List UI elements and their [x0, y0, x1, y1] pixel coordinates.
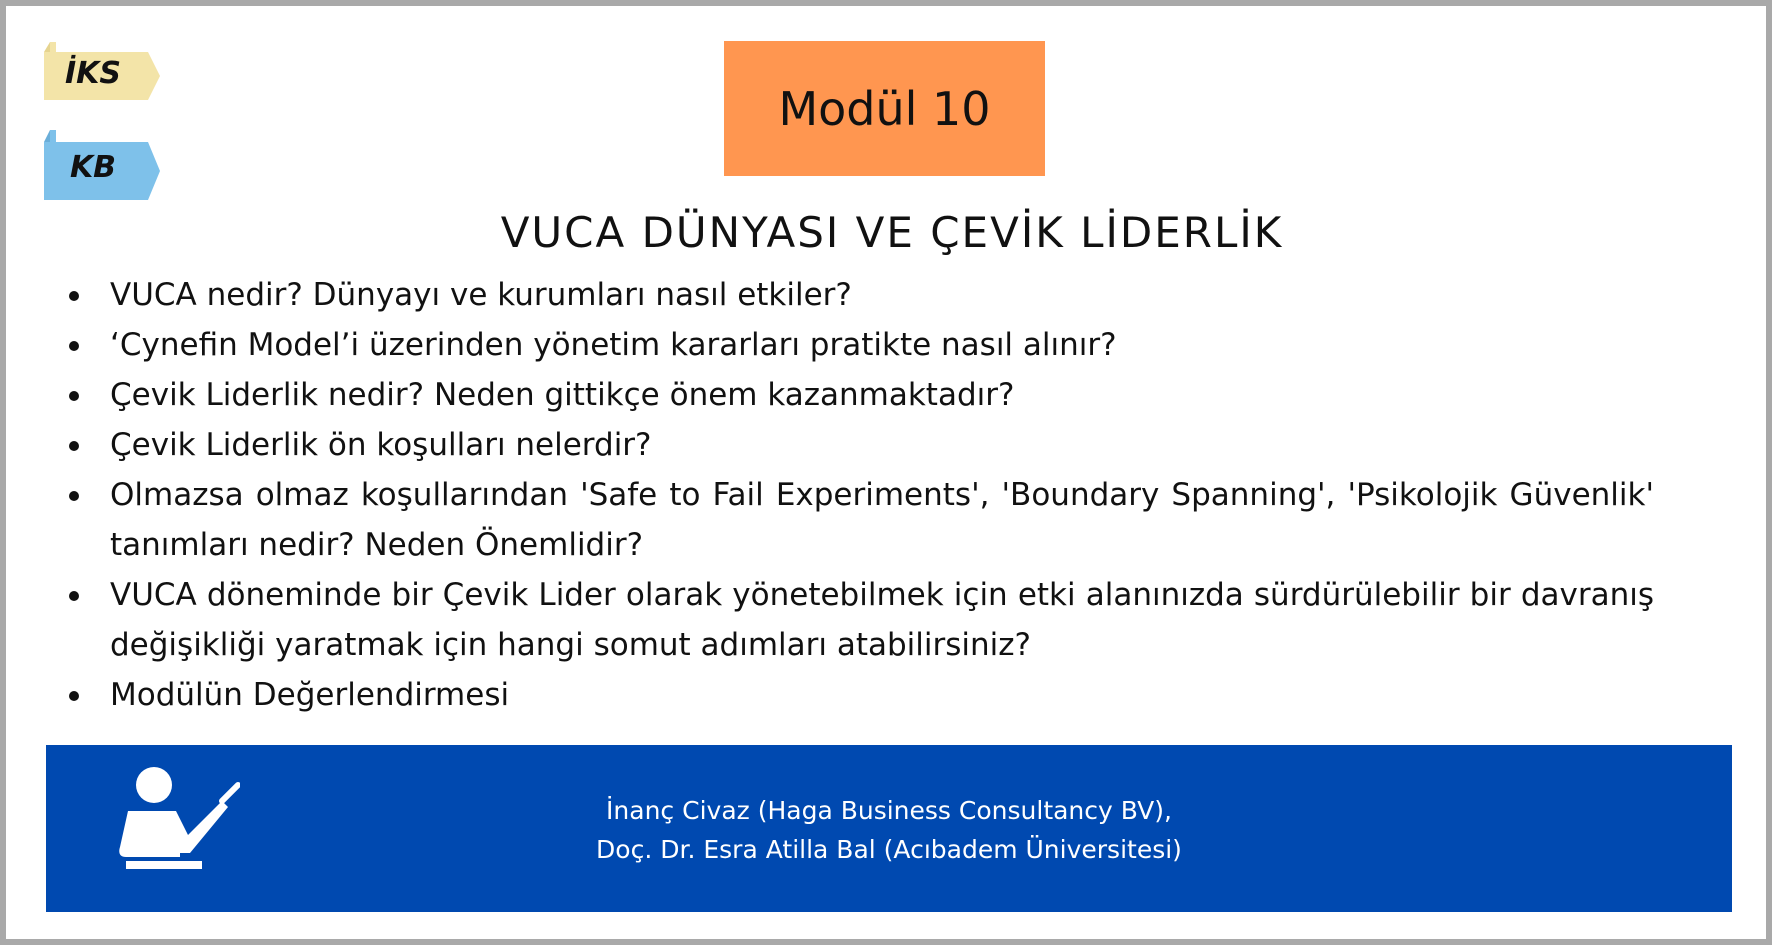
- author-line: Doç. Dr. Esra Atilla Bal (Acıbadem Üniversitesi): [596, 835, 1182, 864]
- list-item: Modülün Değerlendirmesi: [64, 670, 1654, 720]
- bullet-dot: [69, 491, 79, 501]
- authors: [46, 791, 1732, 869]
- bullet-dot: [69, 691, 79, 701]
- bullet-list: [64, 270, 1654, 720]
- list-item: VUCA döneminde bir Çevik Lider olarak yönetebilmek için etki alanınızda sürdürülebilir bir davranış değişikliği yaratmak için hangi somut adımları atabilirsiniz?: [64, 570, 1654, 670]
- bullet-dot: [69, 341, 79, 351]
- tag-iks-label: İKS: [64, 56, 121, 91]
- bullet-dot: [69, 291, 79, 301]
- module-box: [724, 41, 1045, 176]
- module-label: Modül 10: [778, 81, 991, 136]
- footer-banner: [46, 745, 1732, 912]
- bullet-dot: [69, 441, 79, 451]
- list-item: Olmazsa olmaz koşullarından 'Safe to Fail Experiments', 'Boundary Spanning', 'Psikolojik Güvenlik' tanımları nedir? Neden Önemlidir?: [64, 470, 1654, 570]
- bullet-dot: [69, 391, 79, 401]
- list-item: VUCA nedir? Dünyayı ve kurumları nasıl etkiler?: [64, 270, 1654, 320]
- bullet-dot: [69, 591, 79, 601]
- page-title: VUCA DÜNYASI VE ÇEVİK LİDERLİK: [500, 208, 1284, 257]
- list-item: Çevik Liderlik nedir? Neden gittikçe önem kazanmaktadır?: [64, 370, 1654, 420]
- author-line: İnanç Civaz (Haga Business Consultancy BV),: [606, 796, 1172, 825]
- list-item: ‘Cynefin Model’i üzerinden yönetim kararları pratikte nasıl alınır?: [64, 320, 1654, 370]
- list-item: Çevik Liderlik ön koşulları nelerdir?: [64, 420, 1654, 470]
- tag-kb-label: KB: [69, 150, 117, 185]
